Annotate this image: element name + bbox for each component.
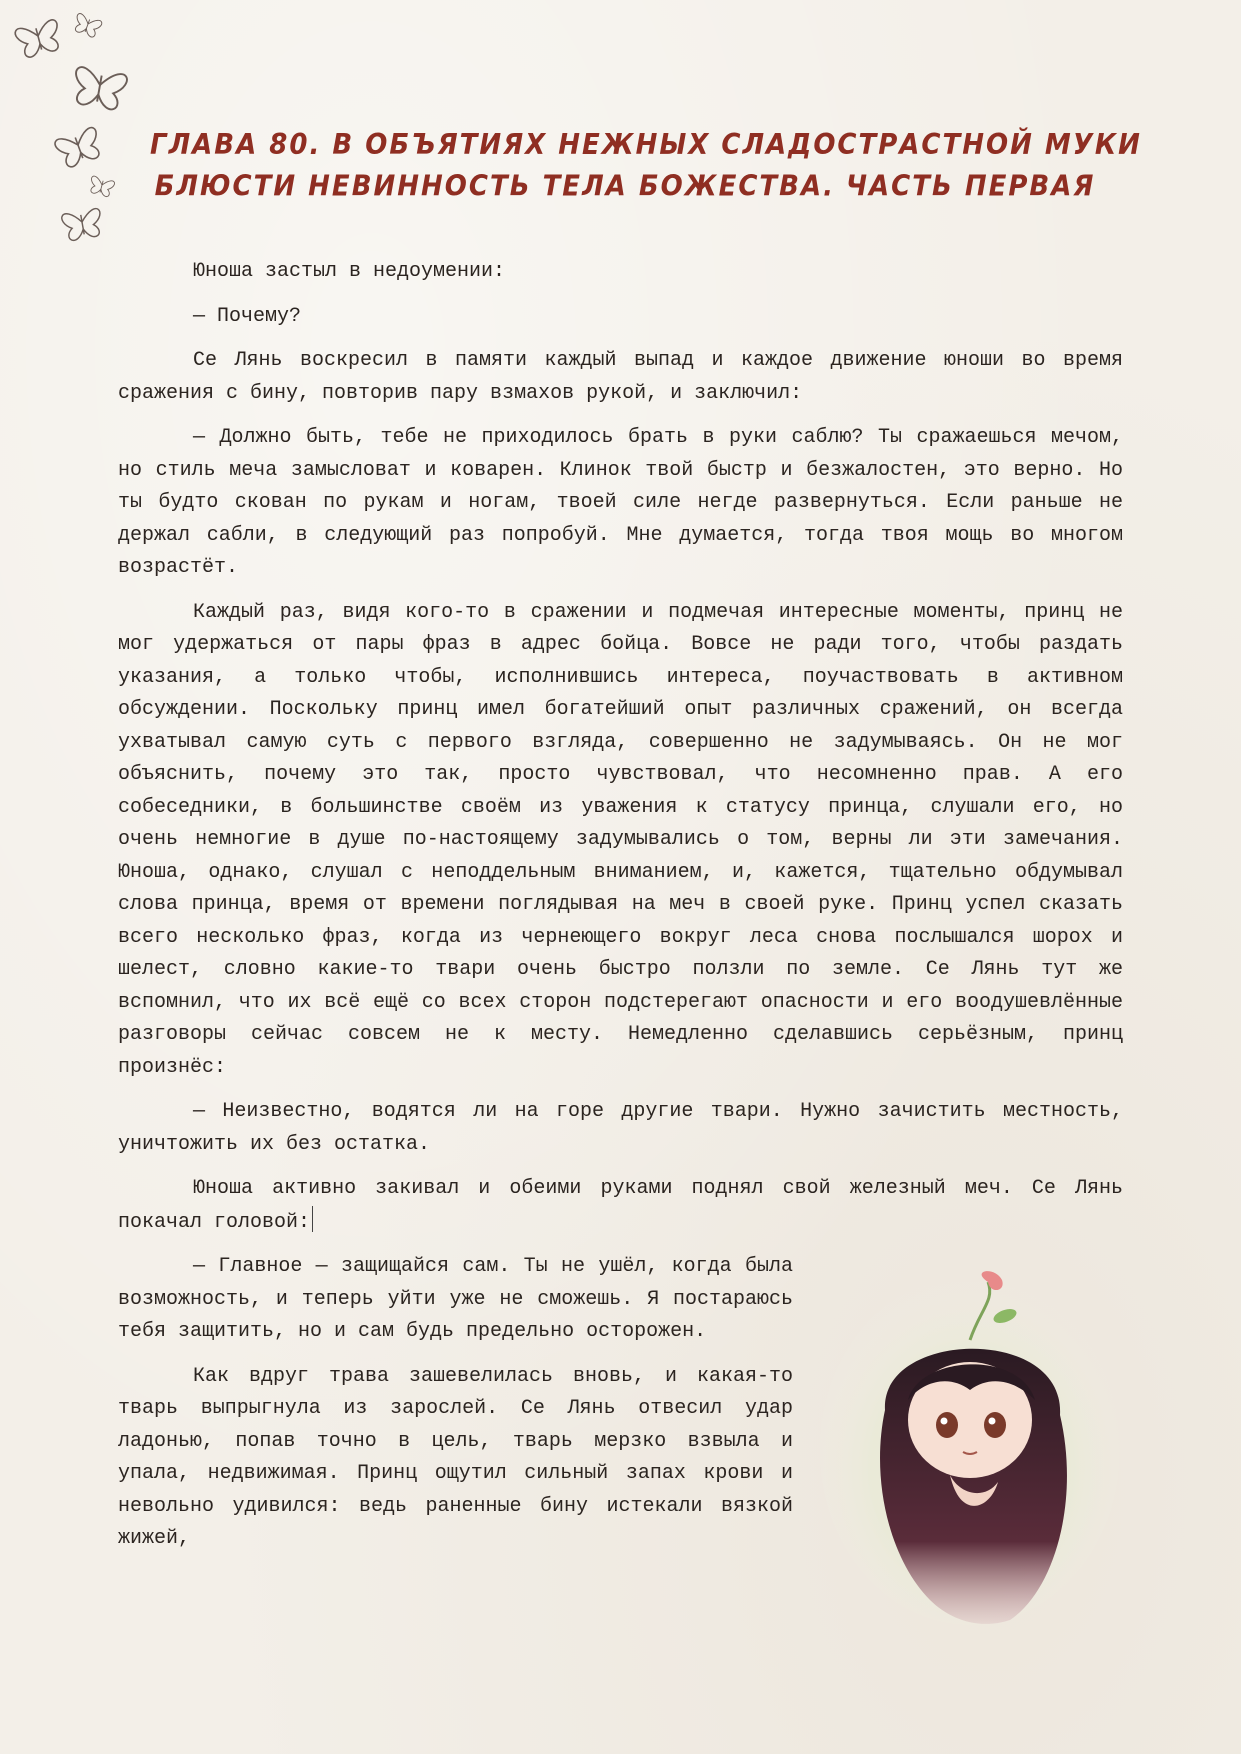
paragraph-text: Юноша активно закивал и обеими руками поднял свой железный меч. Се Лянь покачал головой: (118, 1177, 1123, 1234)
paragraph: — Неизвестно, водятся ли на горе другие твари. Нужно зачистить местность, уничтожить их без остатка. (118, 1100, 1123, 1156)
butterfly-icon (14, 19, 63, 60)
butterfly-decoration (0, 0, 160, 270)
paragraph: — Почему? (193, 304, 302, 328)
paragraph: Как вдруг трава зашевелилась вновь, и какая-то тварь выпрыгнула из зарослей. Се Лянь отвесил удар ладонью, попав точно в цель, тварь мерзко взвыла и упала, недвижимая. Принц ощутил сильный запах крови и невольно удивился: ведь раненные бину истекали вязкой жижей, (118, 1364, 793, 1550)
paragraph (118, 1173, 1123, 1239)
paragraph: — Должно быть, тебе не приходилось брать в руки саблю? Ты сражаешься мечом, но стиль меча замысловат и коварен. Клинок твой быстр и безжалостен, это верно. Но ты будто скован по рукам и ногам, твоей силе негде развернуться. Если раньше не держал сабли, в следующий раз попробуй. Мне думается, тогда твоя мощь во многом возрастёт. (118, 426, 1123, 579)
butterfly-icon (54, 126, 105, 169)
paragraph: Юноша застыл в недоумении: (193, 260, 506, 283)
butterfly-icon (61, 208, 104, 242)
chapter-title-line-2: БЛЮСТИ НЕВИННОСТЬ ТЕЛА БОЖЕСТВА. ЧАСТЬ ПЕРВАЯ (154, 170, 1096, 204)
chapter-title-line-1: ГЛАВА 80. В ОБЪЯТИЯХ НЕЖНЫХ СЛАДОСТРАСТНОЙ МУКИ (150, 128, 1142, 162)
text-cursor (312, 1206, 313, 1232)
paragraph: — Главное — защищайся сам. Ты не ушёл, когда была возможность, и теперь уйти уже не сможешь. Я постараюсь тебя защитить, но и сам будь предельно осторожен. (118, 1255, 793, 1343)
butterfly-icon (88, 176, 115, 198)
butterfly-icon (71, 66, 128, 111)
chapter-title (150, 124, 1142, 208)
chibi-illustration (820, 1270, 1120, 1630)
paragraph: Се Лянь воскресил в памяти каждый выпад и каждое движение юноши во время сражения с бину, повторив пару взмахов рукой, и заключил: (118, 349, 1123, 405)
paragraph: Каждый раз, видя кого-то в сражении и подмечая интересные моменты, принц не мог удержаться от пары фраз в адрес бойца. Вовсе не ради того, чтобы раздать указания, а только чтобы, исполнившись интереса, поучаствовать в активном обсуждении. Поскольку принц имел богатейший опыт различных сражений, он всегда ухватывал самую суть с первого взгляда, совершенно не задумываясь. Он не мог объяснить, почему это так, просто чувствовал, что несомненно прав. А его собеседники, в большинстве своём из уважения к статусу принца, слушали его, но очень немногие в душе по-настоящему задумывались о том, верны ли эти замечания. Юноша, однако, слушал с неподдельным вниманием, и, кажется, тщательно обдумывал слова принца, время от времени поглядывая на меч в своей руке. Принц успел сказать всего несколько фраз, когда из чернеющего вокруг леса снова послышался шорох и шелест, словно какие-то твари очень быстро ползли по земле. Се Лянь тут же вспомнил, что их всё ещё со всех сторон подстерегают опасности и его воодушевлённые разговоры сейчас совсем не к месту. Немедленно сделавшись серьёзным, принц произнёс: (118, 600, 1123, 1079)
butterfly-icon (72, 13, 102, 39)
